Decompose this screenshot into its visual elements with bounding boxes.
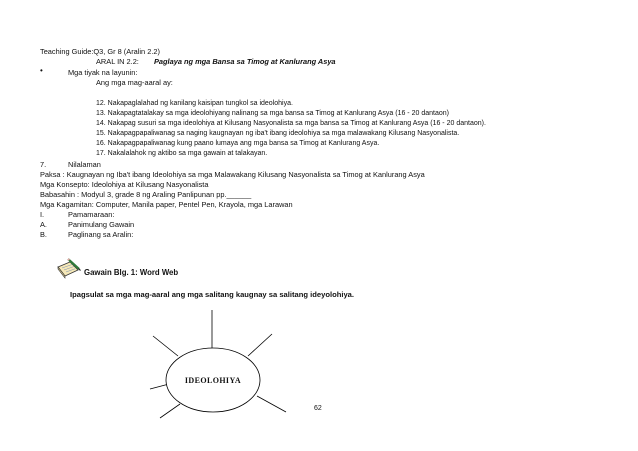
objective-item: 14. Nakapag susuri sa mga ideolohiya at Kilusang Nasyonalista sa mga bansa sa Timog at Kanlurang Asya (16 - 20 dantaon).	[96, 120, 486, 127]
section-number: I.	[40, 210, 45, 219]
web-spoke	[257, 396, 286, 412]
objective-item: 12. Nakapaglalahad ng kanilang kaisipan tungkol sa ideolohiya.	[96, 100, 293, 107]
section-number: A.	[40, 220, 47, 229]
objective-item: 15. Nakapagpapaliwanag sa naging kaugnayan ng iba't ibang ideolohiya sa mga malawakang Kilusang Nasyonalista.	[96, 130, 460, 137]
web-spoke	[153, 336, 178, 356]
web-spoke	[160, 404, 180, 418]
guide-header: Teaching Guide:Q3, Gr 8 (Aralin 2.2)	[40, 47, 160, 56]
activity-title: Gawain Blg. 1: Word Web	[84, 268, 179, 277]
page-number: 62	[314, 405, 322, 412]
activity-instruction: Ipagsulat sa mga mag-aaral ang mga salitang kaugnay sa salitang ideyolohiya.	[70, 290, 355, 299]
section-panimulang-gawain: Panimulang Gawain	[68, 220, 135, 229]
aralin-label: ARAL IN 2.2:	[96, 57, 139, 66]
section-paglinang: Paglinang sa Aralin:	[68, 230, 134, 239]
web-center-label: IDEOLOHIYA	[184, 376, 242, 385]
objective-item: 16. Nakapagpapaliwanag kung paano lumaya ang mga bansa sa Timog at Kanlurang Asya.	[96, 140, 380, 147]
web-spoke	[248, 334, 272, 356]
section-nilalaman: Nilalaman	[68, 160, 101, 169]
objectives-sub: Ang mga mag-aaral ay:	[96, 78, 173, 87]
section-number: 7.	[40, 160, 47, 169]
section-pamamaraan: Pamamaraan:	[68, 210, 115, 219]
konsepto-line: Mga Konsepto: Ideolohiya at Kilusang Nasyonalista	[40, 180, 209, 189]
objectives-intro: Mga tiyak na layunin:	[68, 68, 138, 77]
objective-item: 13. Nakapagtatalakay sa mga ideolohiyang nalinang sa mga bansa sa Timog at Kanlurang Asya (16 - 20 dantaon)	[96, 110, 449, 117]
section-number: B.	[40, 230, 47, 239]
bullet-marker: •	[40, 66, 43, 75]
babasahin-line: Babasahin : Modyul 3, grade 8 ng Araling Panlipunan pp.______	[40, 190, 252, 199]
paksa-line: Paksa : Kaugnayan ng Iba't ibang Ideolohiya sa mga Malawakang Kilusang Nasyonalista sa Timog at Kanlurang Asya	[40, 170, 425, 179]
kagamitan-line: Mga Kagamitan: Computer, Manila paper, Pentel Pen, Krayola, mga Larawan	[40, 200, 293, 209]
objective-item: 17. Nakalalahok ng aktibo sa mga gawain at talakayan.	[96, 150, 268, 157]
aralin-title: Paglaya ng mga Bansa sa Timog at Kanlurang Asya	[154, 57, 336, 66]
